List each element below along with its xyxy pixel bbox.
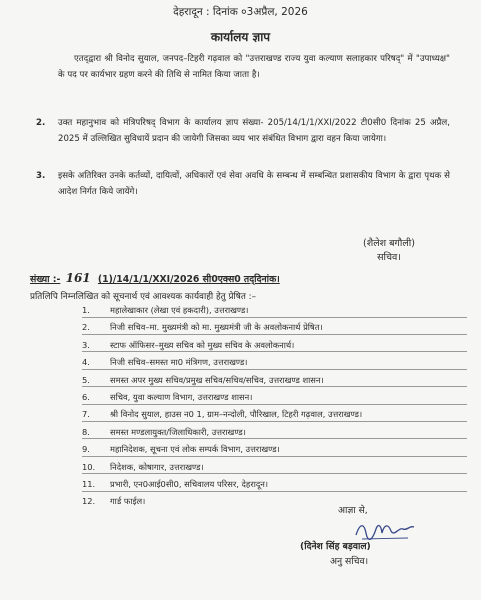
- reference-detail: (1)/14/1/1/XXI/2026 सी0एक्स0 तद्‌दिनांक।: [97, 274, 280, 285]
- list-item-text: निजी सचिव–समस्त मा0 मंत्रिगण, उत्तराखण्ड।: [110, 357, 248, 368]
- list-item: [82, 426, 467, 440]
- list-item: [82, 356, 467, 370]
- list-item-text: प्रभारी, एन0आई0सी0, सचिवालय परिसर, देहरादून।: [110, 478, 269, 489]
- document-title: कार्यालय ज्ञाप: [210, 30, 271, 44]
- list-item-text: निदेशक, कोषागार, उत्तराखण्ड।: [110, 461, 204, 472]
- secretary-designation: सचिव।: [377, 252, 401, 263]
- reference-number-line: [30, 271, 460, 285]
- list-item-number: 4.: [82, 357, 90, 368]
- list-item: [82, 443, 467, 457]
- list-item: [82, 391, 467, 405]
- list-item: [82, 461, 467, 475]
- place-date-line: देहरादून : दिनांक ०3अप्रैल, 2026: [173, 6, 308, 18]
- list-item: [82, 478, 467, 492]
- list-item-number: 11.: [82, 478, 96, 489]
- paragraph-1-text: एतद्‌द्वारा श्री विनोद सुयाल, जनपद–टिहरी गढ़वाल को "उत्तराखण्ड राज्य युवा कल्याण सलाहकार परिषद्" में "उपाध्यक्ष" के पद पर कार्यभार ग्रहण करने की तिथि से नामित किया जाता है।: [58, 54, 450, 80]
- paragraph-2-number: 2.: [36, 118, 46, 128]
- handwritten-signature: [350, 515, 420, 543]
- paragraph-3-text: इसके अतिरिक्त उनके कर्तव्यों, दायित्वों, अधिकारों एवं सेवा अवधि के सम्बन्ध में सम्बन्धित प्रशासकीय विभाग के द्वारा पृथक से आदेश निर्गत किये जायेंगे।: [58, 171, 450, 197]
- recipient-list: [82, 304, 467, 512]
- list-item-text: समस्त अपर मुख्य सचिव/प्रमुख सचिव/सचिव/सचिव, उत्तराखण्ड शासन।: [110, 374, 324, 385]
- copy-to-line: प्रतिलिपि निम्नलिखित को सूचनार्थ एवं आवश्यक कार्यवाही हेतु प्रेषित :–: [30, 292, 256, 302]
- list-item: [82, 374, 467, 388]
- list-item-text: गार्ड फाईल।: [110, 496, 146, 507]
- list-item: [82, 321, 467, 335]
- paragraph-1: [58, 52, 450, 83]
- by-order-text: आज्ञा से,: [338, 505, 368, 516]
- list-item-number: 7.: [82, 409, 90, 420]
- reference-handwritten-number: 161: [65, 271, 91, 285]
- list-item-number: 1.: [82, 305, 90, 315]
- list-item-number: 2.: [82, 322, 90, 333]
- paragraph-3: [36, 169, 450, 200]
- secretary-signature-block: [334, 237, 444, 265]
- list-item-text: स्टाफ ऑफिसर–मुख्य सचिव को मुख्य सचिव के अवलोकनार्थ।: [110, 339, 295, 350]
- list-item: [82, 304, 467, 318]
- list-item-number: 8.: [82, 426, 90, 437]
- list-item-number: 3.: [82, 339, 90, 350]
- list-item-text: समस्त मण्डलायुक्त/जिलाधिकारी, उत्तराखण्ड।: [110, 426, 246, 437]
- under-secretary-designation: अनु सचिव।: [330, 556, 369, 567]
- secretary-name: (शैलेश बगौली): [363, 238, 415, 249]
- list-item-text: महालेखाकार (लेखा एवं हकदारी), उत्तराखण्ड।: [110, 305, 249, 315]
- under-secretary-name: (दिनेश सिंह बड़वाल): [300, 541, 371, 552]
- list-item-number: 9.: [82, 444, 90, 455]
- list-item-text: महानिदेशक, सूचना एवं लोक सम्पर्क विभाग, उत्तराखण्ड।: [110, 444, 280, 455]
- list-item-number: 5.: [82, 374, 90, 385]
- list-item: [82, 408, 467, 422]
- list-item-text: श्री विनोद सुयाल, हाउस न0 1, ग्राम–नन्दोली, पौरिखाल, टिहरी गढ़वाल, उत्तराखण्ड।: [110, 409, 363, 420]
- paragraph-3-number: 3.: [36, 171, 46, 181]
- list-item-text: सचिव, युवा कल्याण विभाग, उत्तराखण्ड शासन।: [110, 391, 253, 402]
- list-item-number: 12.: [82, 496, 96, 507]
- list-item-text: निजी सचिव–मा. मुख्यमंत्री को मा. मुख्यमंत्री जी के अवलोकनार्थ प्रेषित।: [110, 322, 323, 333]
- list-item: [82, 495, 467, 508]
- paragraph-2: [36, 116, 450, 147]
- list-item-number: 10.: [82, 461, 96, 472]
- list-item: [82, 339, 467, 353]
- list-item-number: 6.: [82, 391, 90, 402]
- reference-label: संख्या :-: [30, 274, 61, 285]
- paragraph-2-text: उक्त महानुभाव को मंत्रिपरिषद् विभाग के कार्यालय ज्ञाप संख्या- 205/14/1/1/XXI/2022 टी0सी0 दिनांक 25 अप्रैल, 2025 में उल्लिखित सुविधायें प्रदान की जायेगी जिसका व्यय भार संबंधित विभाग द्वारा वहन किया जायेगा।: [58, 118, 450, 144]
